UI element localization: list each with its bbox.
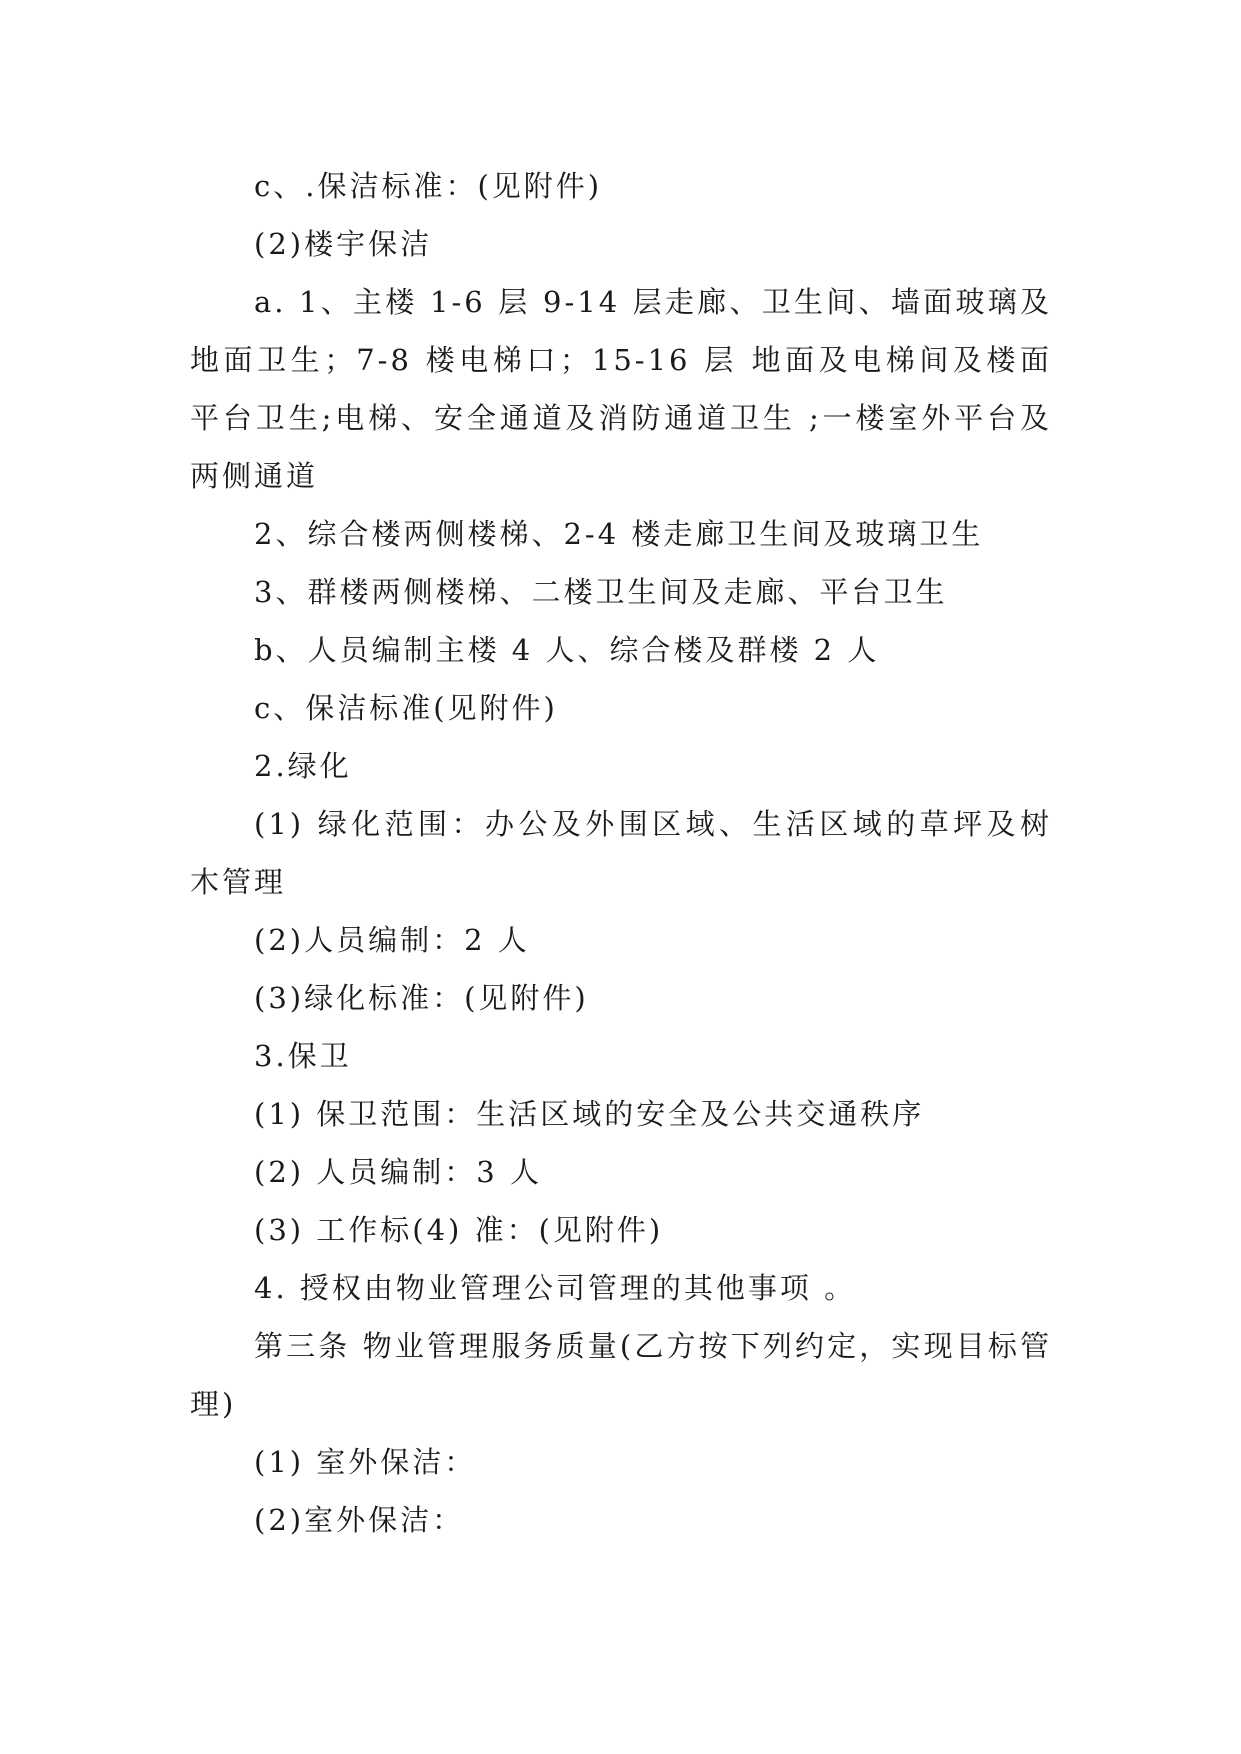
paragraph-cleaning-standard-c2: c、保洁标准(见附件)	[254, 691, 558, 725]
document-body	[190, 157, 1052, 1549]
paragraph-complex-building-scope: 2、综合楼两侧楼梯、2-4 楼走廊卫生间及玻璃卫生	[254, 517, 984, 551]
paragraph-cleaning-standard-c1: c、.保洁标准：(见附件)	[254, 169, 603, 203]
paragraph-greening-heading: 2.绿化	[254, 749, 352, 783]
paragraph-greening-scope: (1) 绿化范围：办公及外围区域、生活区域的草坪及树木管理	[190, 807, 1052, 899]
paragraph-outdoor-cleaning-2: (2)室外保洁：	[254, 1503, 465, 1537]
paragraph-group-building-scope: 3、群楼两侧楼梯、二楼卫生间及走廊、平台卫生	[254, 575, 948, 609]
paragraph-article-three: 第三条 物业管理服务质量(乙方按下列约定，实现目标管理)	[190, 1329, 1052, 1421]
paragraph-main-building-scope: a. 1、主楼 1-6 层 9-14 层走廊、卫生间、墙面玻璃及地面卫生；7-8 楼电梯口；15-16 层 地面及电梯间及楼面平台卫生;电梯、安全通道及消防通道卫生 ;一楼室外平台及两侧通道	[190, 285, 1052, 493]
paragraph-outdoor-cleaning-1: (1) 室外保洁：	[254, 1445, 477, 1479]
paragraph-other-matters: 4. 授权由物业管理公司管理的其他事项 。	[254, 1271, 857, 1305]
paragraph-greening-staffing: (2)人员编制：2 人	[254, 923, 530, 957]
paragraph-cleaning-staffing: b、人员编制主楼 4 人、综合楼及群楼 2 人	[254, 633, 880, 667]
paragraph-security-staffing: (2) 人员编制：3 人	[254, 1155, 542, 1189]
paragraph-security-scope: (1) 保卫范围：生活区域的安全及公共交通秩序	[254, 1097, 925, 1131]
paragraph-greening-standard: (3)绿化标准：(见附件)	[254, 981, 589, 1015]
paragraph-building-cleaning-heading: (2)楼宇保洁	[254, 227, 433, 261]
paragraph-security-standard: (3) 工作标(4) 准：(见附件)	[254, 1213, 664, 1247]
paragraph-security-heading: 3.保卫	[254, 1039, 352, 1073]
